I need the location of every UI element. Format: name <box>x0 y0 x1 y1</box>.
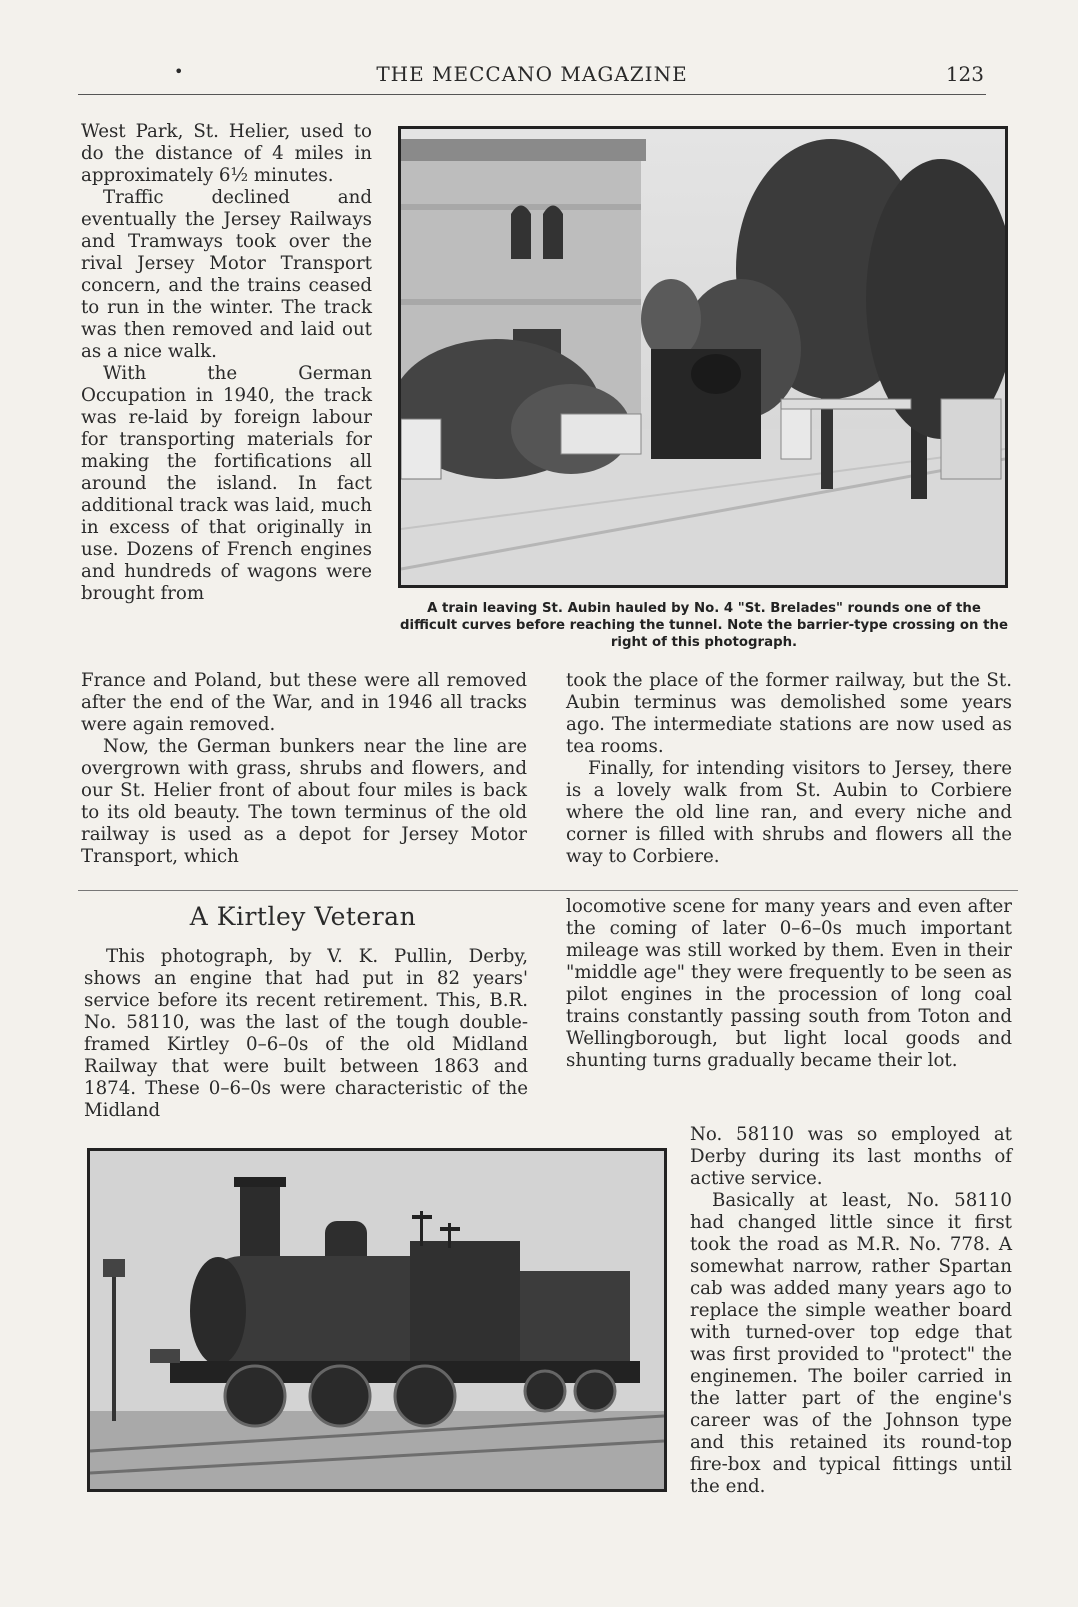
top-left-paragraph: West Park, St. Helier, used to do the distance of 4 miles in approximately 6½ minutes. <box>81 121 372 186</box>
top-left-column <box>81 121 372 605</box>
top-left-wide-paragraph: France and Poland, but these were all removed after the end of the War, and in 1946 all tracks were again removed. <box>81 670 527 735</box>
kirtley-right-column <box>566 896 1012 1072</box>
kirtley-heading: A Kirtley Veteran <box>189 902 417 931</box>
st-aubin-photo-caption: A train leaving St. Aubin hauled by No. 4 "St. Brelades" rounds one of the difficult curves before reaching the tunnel. Note the barrier-type crossing on the right of this photograph. <box>400 601 1008 650</box>
top-right-column <box>566 670 1012 868</box>
kirtley-left-column <box>84 946 528 1122</box>
kirtley-narrow-paragraph: No. 58110 was so employed at Derby during its last months of active service. <box>690 1124 1012 1189</box>
kirtley-narrow-paragraph: Basically at least, No. 58110 had changed little since it first took the road as M.R. No. 778. A somewhat narrow, rather Spartan cab was added many years ago to replace the simple weather board with turned-over top edge that was first provided to "protect" the enginemen. The boiler carried in the latter part of the engine's career was of the Johnson type and this retained its round-top fire-box and typical fittings until the end. <box>690 1190 1012 1497</box>
top-right-paragraph: took the place of the former railway, but the St. Aubin terminus was demolished some years ago. The intermediate stations are now used as tea rooms. <box>566 670 1012 757</box>
top-left-paragraph: Traffic declined and eventually the Jersey Railways and Tramways took over the rival Jersey Motor Transport concern, and the trains ceased to run in the winter. The track was then removed and laid out as a nice walk. <box>81 187 372 362</box>
kirtley-left-paragraph: This photograph, by V. K. Pullin, Derby, shows an engine that had put in 82 years' service before its recent retirement. This, B.R. No. 58110, was the last of the tough double-framed Kirtley 0–6–0s of the old Midland Railway that were built between 1863 and 1874. These 0–6–0s were characteristic of the Midland <box>84 946 528 1121</box>
magazine-title: THE MECCANO MAGAZINE <box>376 62 688 86</box>
top-left-paragraph: With the German Occupation in 1940, the track was re-laid by foreign labour for transporting materials for making the fortifications all around the island. In fact additional track was laid, much in excess of that originally in use. Dozens of French engines and hundreds of wagons were brought from <box>81 363 372 604</box>
kirtley-locomotive-illustration <box>90 1151 664 1489</box>
kirtley-narrow-column <box>690 1124 1012 1498</box>
page-number: 123 <box>945 62 984 86</box>
st-aubin-train-illustration <box>401 129 1005 585</box>
top-left-wide-column <box>81 670 527 868</box>
top-right-paragraph: Finally, for intending visitors to Jersey, there is a lovely walk from St. Aubin to Corbiere where the old line ran, and every niche and corner is filled with shrubs and flowers all the way to Corbiere. <box>566 758 1012 867</box>
top-left-wide-paragraph: Now, the German bunkers near the line are overgrown with grass, shrubs and flowers, and our St. Helier front of about four miles is back to its old beauty. The town terminus of the old railway is used as a depot for Jersey Motor Transport, which <box>81 736 527 867</box>
kirtley-locomotive-photo <box>87 1148 667 1492</box>
header-dot: • <box>174 62 184 81</box>
section-divider <box>78 890 1018 891</box>
kirtley-right-paragraph: locomotive scene for many years and even after the coming of later 0–6–0s much important mileage was still worked by them. Even in their "middle age" they were frequently to be seen as pilot engines in the procession of long coal trains constantly passing south from Toton and Wellingborough, but light local goods and shunting turns gradually became their lot. <box>566 896 1012 1071</box>
st-aubin-train-photo <box>398 126 1008 588</box>
page-header <box>78 58 986 95</box>
